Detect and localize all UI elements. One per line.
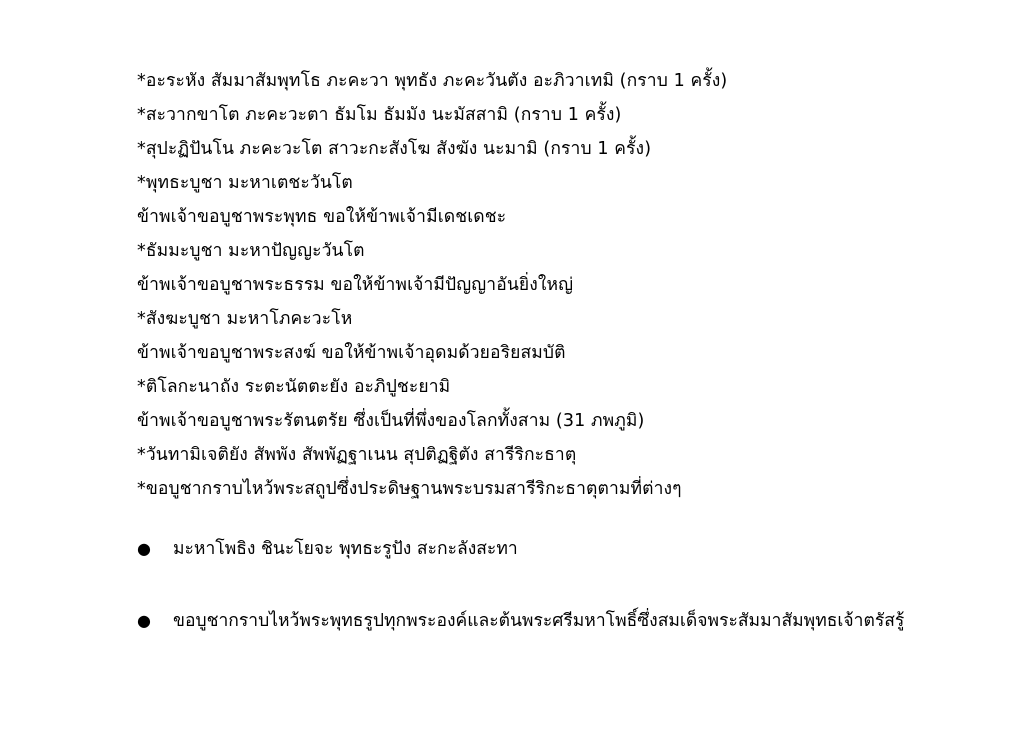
list-item-label: มะหาโพธิง ชินะโยจะ พุทธะรูปัง สะกะลังสะทา — [173, 539, 518, 559]
list-item — [137, 532, 967, 566]
text-line: *สุปะฏิปันโน ภะคะวะโต สาวะกะสังโฆ สังฆัง นะมามิ (กราบ 1 ครั้ง) — [137, 139, 652, 159]
list-item — [137, 604, 967, 638]
text-line: *ธัมมะบูชา มะหาปัญญะวันโต — [137, 241, 365, 261]
text-line: ข้าพเจ้าขอบูชาพระรัตนตรัย ซึ่งเป็นที่พึ่งของโลกทั้งสาม (31 ภพภูมิ) — [137, 411, 645, 431]
text-line: ข้าพเจ้าขอบูชาพระพุทธ ขอให้ข้าพเจ้ามีเดชเดชะ — [137, 207, 507, 227]
list-spacer — [137, 566, 967, 582]
text-line: *พุทธะบูชา มะหาเตชะวันโต — [137, 173, 353, 193]
text-line: ข้าพเจ้าขอบูชาพระธรรม ขอให้ข้าพเจ้ามีปัญญาอันยิ่งใหญ่ — [137, 275, 574, 295]
text-line: *สะวากขาโต ภะคะวะตา ธัมโม ธัมมัง นะมัสสามิ (กราบ 1 ครั้ง) — [137, 105, 622, 125]
text-line: *วันทามิเจติยัง สัพพัง สัพพัฏฐาเนน สุปติฏฐิตัง สารีริกะธาตุ — [137, 445, 577, 465]
text-line: *ติโลกะนาถัง ระตะนัตตะยัง อะภิปูชะยามิ — [137, 377, 451, 397]
list-item-label: ขอบูชากราบไหว้พระพุทธรูปทุกพระองค์และต้นพระศรีมหาโพธิ์ซึ่งสมเด็จพระสัมมาสัมพุทธเจ้าตรัสรู้ — [173, 611, 905, 631]
text-line: ข้าพเจ้าขอบูชาพระสงฆ์ ขอให้ข้าพเจ้าอุดมด้วยอริยสมบัติ — [137, 343, 566, 363]
text-line: *สังฆะบูชา มะหาโภคะวะโห — [137, 309, 353, 329]
text-line: *ขอบูชากราบไหว้พระสถูปซึ่งประดิษฐานพระบรมสารีริกะธาตุตามที่ต่างๆ — [137, 479, 682, 499]
document-body — [137, 64, 967, 638]
bullet-dot-icon: ● — [137, 611, 151, 630]
bullet-dot-icon: ● — [137, 539, 151, 558]
text-line: *อะระหัง สัมมาสัมพุทโธ ภะคะวา พุทธัง ภะคะวันตัง อะภิวาเทมิ (กราบ 1 ครั้ง) — [137, 71, 728, 91]
bullet-list — [137, 532, 967, 638]
